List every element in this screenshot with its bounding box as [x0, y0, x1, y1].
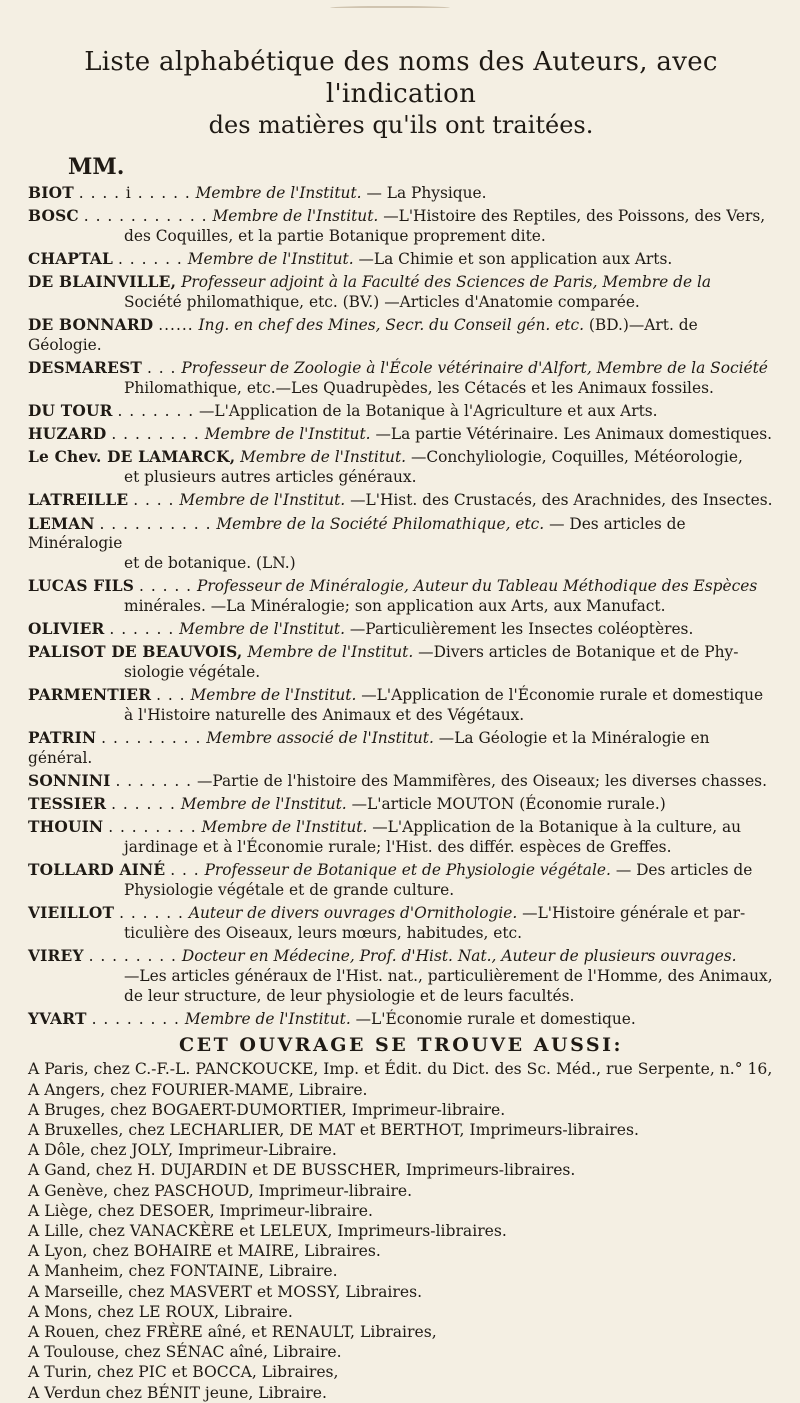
author-entry — [28, 515, 774, 574]
leader-dots: . . . . . . . — [115, 771, 193, 790]
author-entry — [28, 818, 774, 857]
author-name: DESMAREST — [28, 359, 143, 378]
seller-line: A Verdun chez BÉNIT jeune, Libraire. — [28, 1383, 327, 1402]
seller-line: A Dôle, chez JOLY, Imprimeur-Libraire. — [28, 1141, 337, 1160]
author-entry — [28, 772, 774, 792]
author-entry — [28, 1010, 774, 1030]
seller-line: A Marseille, chez MASVERT et MOSSY, Libraires. — [28, 1282, 423, 1301]
author-entry — [28, 425, 774, 445]
author-subject: —L'Histoire générale et par- — [522, 904, 746, 923]
author-role: Membre de l'Institut. — [179, 491, 346, 510]
author-role: Professeur adjoint à la Faculté des Sciences de Paris, Membre de la — [181, 273, 712, 292]
leader-dots: ...... — [158, 316, 194, 335]
author-subject: —L'Hist. des Crustacés, des Arachnides, des Insectes. — [350, 491, 773, 510]
author-continuation: siologie végétale. — [124, 662, 261, 681]
leader-dots: . . . . . — [139, 577, 193, 596]
author-subject: —Conchyliologie, Coquilles, Météorologie, — [410, 448, 743, 467]
leader-dots: . . . . i . . . . . — [78, 184, 191, 202]
author-role: Membre de l'Institut. — [247, 643, 414, 662]
author-role: Auteur de divers ouvrages d'Ornithologie. — [188, 904, 518, 923]
seller-line: A Genève, chez PASCHOUD, Imprimeur-libraire. — [28, 1181, 413, 1200]
author-name: THOUIN — [28, 818, 104, 837]
author-entry — [28, 686, 774, 725]
author-name: PATRIN — [28, 729, 97, 748]
author-name: VIEILLOT — [28, 904, 115, 923]
author-name: PARMENTIER — [28, 686, 152, 705]
seller-line: A Lyon, chez BOHAIRE et MAIRE, Libraires. — [28, 1242, 381, 1261]
leader-dots: . . . . . . — [109, 620, 175, 639]
author-name: DE BLAINVILLE, — [28, 273, 177, 292]
leader-dots: . . . . . . . . . . — [99, 514, 212, 533]
author-name: YVART — [28, 1009, 87, 1028]
author-subject: — Des articles de — [615, 861, 753, 880]
author-subject: —L'Application de la Botanique à l'Agriculture et aux Arts. — [199, 402, 658, 421]
author-entry — [28, 491, 774, 511]
author-name: LATREILLE — [28, 491, 129, 510]
page-subtitle: des matières qu'ils ont traitées. — [208, 111, 594, 139]
seller-list — [28, 1059, 774, 1402]
author-name: Le Chev. DE LAMARCK, — [28, 448, 236, 467]
seller-line: A Paris, chez C.-F.-L. PANCKOUCKE, Imp. et Édit. du Dict. des Sc. Méd., rue Serpente, n.° 16, — [28, 1060, 773, 1079]
author-name: TESSIER — [28, 795, 107, 814]
author-name: LUCAS FILS — [28, 577, 135, 596]
leader-dots: . . . . . . — [118, 250, 183, 269]
author-role: Membre de la Société Philomathique, etc. — [216, 514, 545, 533]
leader-dots: . . . — [146, 359, 177, 378]
author-role: Professeur de Botanique et de Physiologie végétale. — [204, 861, 611, 880]
author-continuation: ticulière des Oiseaux, leurs mœurs, habitudes, etc. — [124, 923, 523, 942]
leader-dots: . . . . . . . . — [111, 425, 200, 444]
author-name: DU TOUR — [28, 402, 113, 421]
leader-dots: . . . — [170, 861, 200, 880]
author-role: Membre de l'Institut. — [204, 425, 371, 444]
leader-dots: . . . . . . . . . — [101, 729, 202, 748]
author-role: Membre de l'Institut. — [195, 184, 362, 202]
author-subject: —La Géologie et la Minéralogie en général. — [28, 729, 710, 767]
author-continuation: Physiologie végétale et de grande culture. — [124, 881, 455, 899]
author-entry — [28, 577, 774, 616]
author-role: Professeur de Zoologie à l'École vétérinaire d'Alfort, Membre de la Société — [181, 359, 768, 378]
page-title: Liste alphabétique des noms des Auteurs, avec l'indication — [84, 47, 718, 109]
mm-label: MM. — [68, 154, 125, 180]
author-entry — [28, 359, 774, 398]
leader-dots: . . . . . . . . — [108, 818, 197, 837]
author-subject: —L'Histoire des Reptiles, des Poissons, des Vers, — [383, 207, 766, 226]
author-subject: —Divers articles de Botanique et de Phy- — [418, 643, 739, 662]
author-name: PALISOT DE BEAUVOIS, — [28, 643, 243, 662]
author-role: Membre de l'Institut. — [201, 818, 368, 837]
author-subject: — La Physique. — [366, 184, 487, 202]
section-title: CET OUVRAGE SE TROUVE AUSSI: — [178, 1034, 624, 1057]
author-entry — [28, 729, 774, 768]
author-role: Membre de l'Institut. — [190, 686, 357, 705]
author-continuation: Philomathique, etc.—Les Quadrupèdes, les Cétacés et les Animaux fossiles. — [124, 378, 714, 397]
author-continuation: Société philomathique, etc. (BV.) —Articles d'Anatomie comparée. — [124, 293, 640, 312]
author-subject: —La partie Vétérinaire. Les Animaux domestiques. — [375, 425, 773, 444]
author-subject: (BD.)—Art. de Géologie. — [28, 316, 698, 354]
author-name: DE BONNARD — [28, 316, 154, 335]
author-continuation: et de botanique. (LN.) — [124, 553, 296, 572]
author-continuation: —Les articles généraux de l'Hist. nat., particulièrement de l'Homme, des Animaux, de leur structure, de leur physiologie et de leurs facultés. — [124, 966, 773, 1005]
seller-line: A Rouen, chez FRÈRE aîné, et RENAULT, Libraires, — [28, 1323, 437, 1342]
leader-dots: . . . . . . . . . . . — [83, 207, 208, 226]
author-continuation: minérales. —La Minéralogie; son application aux Arts, aux Manufact. — [124, 596, 666, 615]
author-entry — [28, 643, 774, 682]
seller-line: A Toulouse, chez SÉNAC aîné, Libraire. — [28, 1343, 342, 1362]
author-continuation: et plusieurs autres articles généraux. — [124, 468, 417, 487]
author-subject: —Particulièrement les Insectes coléoptères. — [349, 620, 694, 639]
author-entry — [28, 904, 774, 943]
seller-line: A Lille, chez VANACKÈRE et LELEUX, Imprimeurs-libraires. — [28, 1222, 507, 1241]
author-entry — [28, 273, 774, 312]
author-subject: —L'Économie rurale et domestique. — [355, 1009, 636, 1028]
author-subject: —L'article MOUTON (Économie rurale.) — [351, 795, 666, 814]
author-continuation: à l'Histoire naturelle des Animaux et des Végétaux. — [124, 705, 525, 724]
author-entry — [28, 861, 774, 900]
author-role: Membre de l'Institut. — [180, 795, 347, 814]
author-subject: — Des articles de Minéralogie — [28, 514, 686, 553]
author-role: Ing. en chef des Mines, Secr. du Conseil gén. etc. — [198, 316, 584, 335]
leader-dots: . . . . . . — [119, 904, 184, 923]
author-role: Membre de l'Institut. — [179, 620, 345, 639]
author-list — [28, 184, 774, 1029]
author-subject: —La Chimie et son application aux Arts. — [358, 250, 673, 269]
seller-line: A Manheim, chez FONTAINE, Libraire. — [28, 1262, 338, 1281]
author-name: CHAPTAL — [28, 250, 114, 269]
seller-line: A Bruxelles, chez LECHARLIER, DE MAT et BERTHOT, Imprimeurs-libraires. — [28, 1121, 639, 1140]
author-role: Membre de l'Institut. — [212, 207, 379, 226]
author-role: Membre de l'Institut. — [184, 1009, 351, 1028]
author-role: Docteur en Médecine, Prof. d'Hist. Nat., Auteur de plusieurs ouvrages. — [181, 947, 737, 966]
seller-line: A Gand, chez H. DUJARDIN et DE BUSSCHER, Imprimeurs-libraires. — [28, 1161, 576, 1180]
author-subject: —Partie de l'histoire des Mammifères, des Oiseaux; les diverses chasses. — [196, 771, 767, 790]
author-entry — [28, 402, 774, 422]
seller-line: A Turin, chez PIC et BOCCA, Libraires, — [28, 1363, 339, 1382]
author-entry — [28, 795, 774, 815]
seller-line: A Angers, chez FOURIER-MAME, Libraire. — [28, 1080, 368, 1099]
author-continuation: des Coquilles, et la partie Botanique proprement dite. — [124, 226, 546, 245]
author-name: LEMAN — [28, 514, 95, 533]
author-name: OLIVIER — [28, 620, 105, 639]
author-entry — [28, 250, 774, 270]
author-entry — [28, 947, 774, 1006]
author-entry — [28, 184, 774, 204]
author-role: Professeur de Minéralogie, Auteur du Tableau Méthodique des Espèces — [196, 577, 758, 596]
leader-dots: . . . . — [133, 491, 175, 510]
seller-line: A Bruges, chez BOGAERT-DUMORTIER, Imprimeur-libraire. — [28, 1100, 506, 1119]
author-subject: —L'Application de l'Économie rurale et domestique — [361, 686, 764, 705]
leader-dots: . . . . . . — [111, 795, 176, 814]
author-subject: —L'Application de la Botanique à la culture, au — [372, 818, 742, 837]
author-entry — [28, 207, 774, 246]
author-role: Membre de l'Institut. — [240, 448, 407, 467]
author-role: Membre associé de l'Institut. — [206, 729, 434, 748]
leader-dots: . . . . . . . — [117, 402, 195, 421]
author-role: Membre de l'Institut. — [187, 250, 354, 269]
author-name: TOLLARD AINÉ — [28, 861, 166, 880]
leader-dots: . . . . . . . . — [88, 947, 177, 966]
author-entry — [28, 448, 774, 487]
leader-dots: . . . . . . . . — [91, 1009, 180, 1028]
author-name: SONNINI — [28, 771, 111, 790]
author-name: VIREY — [28, 947, 84, 966]
author-continuation: jardinage et à l'Économie rurale; l'Hist. des différ. espèces de Greffes. — [124, 838, 672, 857]
decorative-rule — [330, 6, 450, 11]
author-entry — [28, 316, 774, 355]
author-name: BOSC — [28, 207, 79, 226]
leader-dots: . . . — [156, 686, 186, 705]
seller-line: A Mons, chez LE ROUX, Libraire. — [28, 1302, 293, 1321]
seller-line: A Liège, chez DESOER, Imprimeur-libraire. — [28, 1201, 373, 1220]
author-name: HUZARD — [28, 425, 107, 444]
author-name: BIOT — [28, 184, 74, 202]
author-entry — [28, 620, 774, 640]
